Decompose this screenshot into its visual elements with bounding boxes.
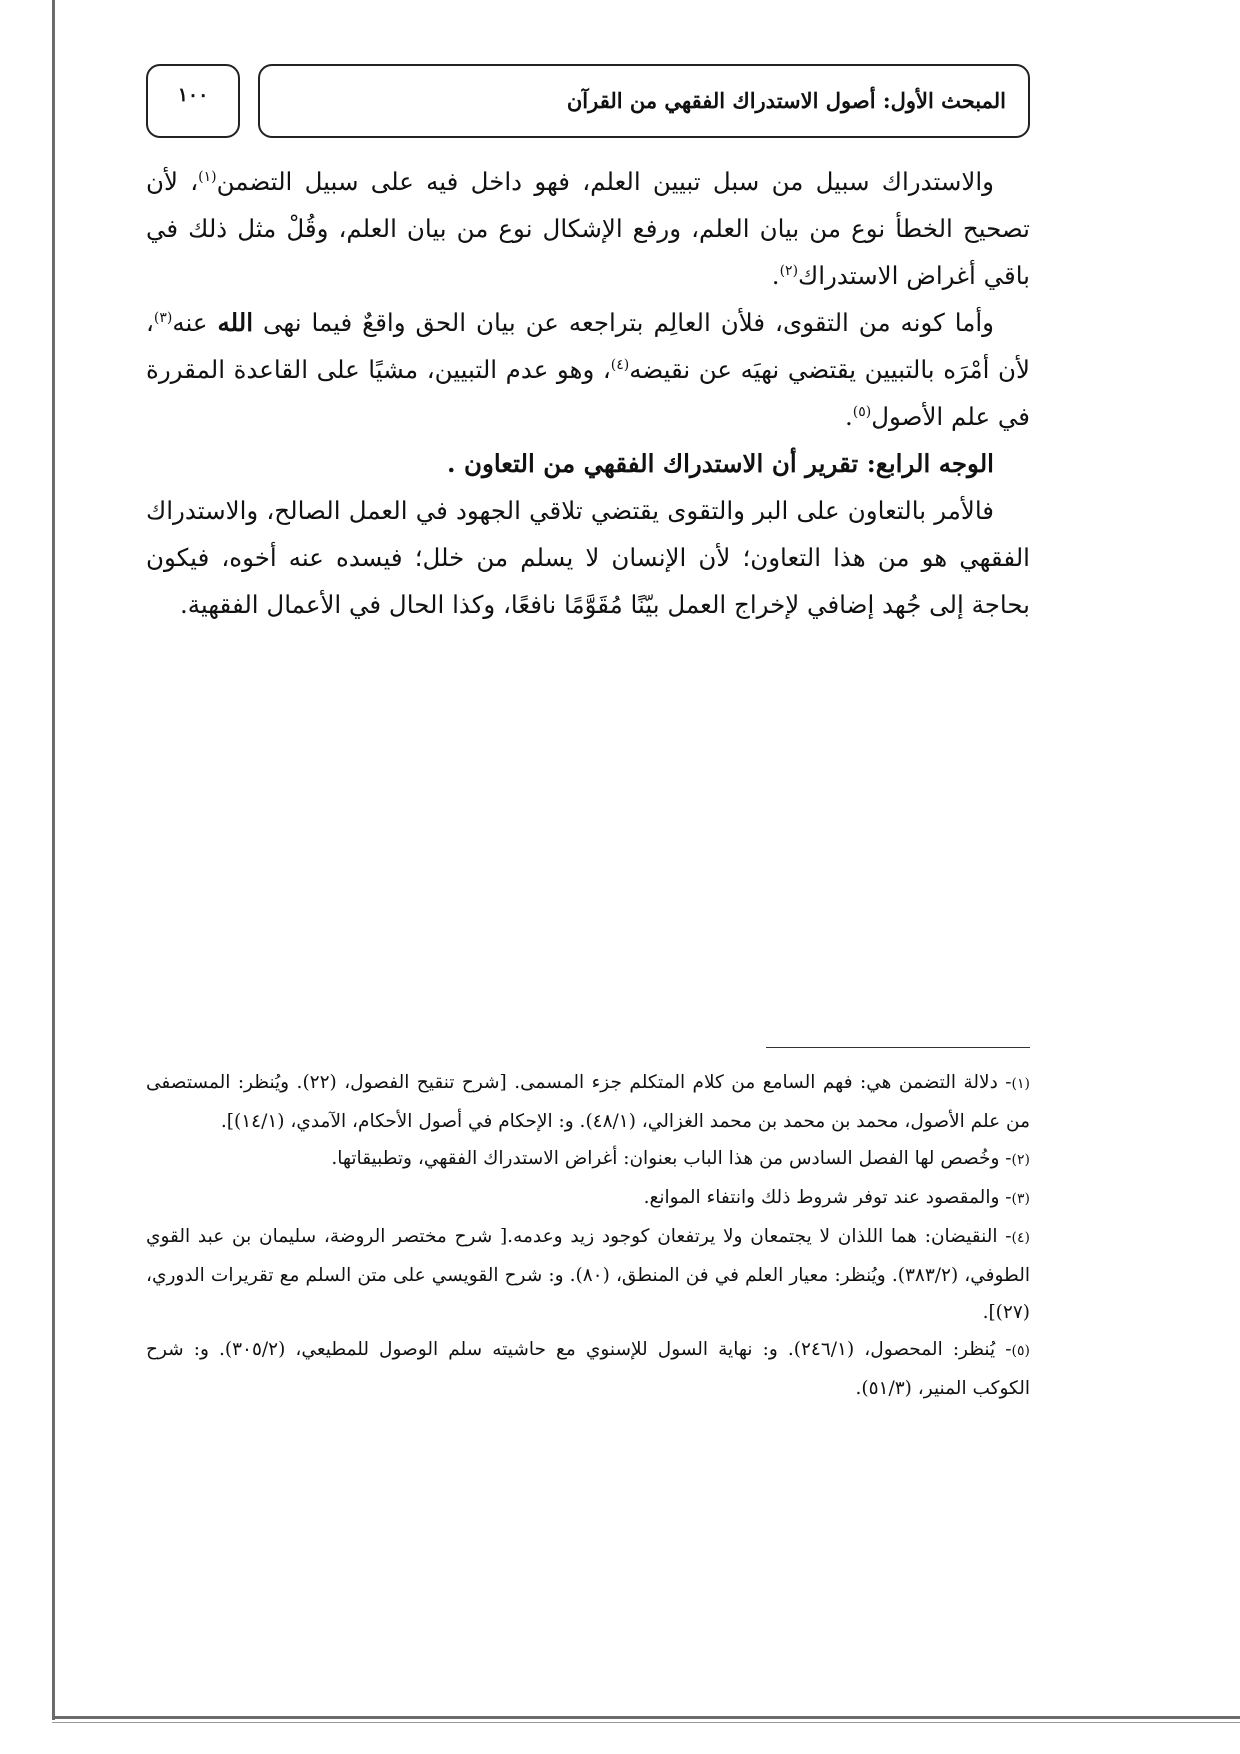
paragraph-3: فالأمر بالتعاون على البر والتقوى يقتضي تلاقي الجهود في العمل الصالح، والاستدراك الفقهي هو من هذا التعاون؛ لأن الإنسان لا يسلم من خلل؛ فيسده عنه أخوه، فيكون بحاجة إلى جُهد إضافي لإخراج العمل بيّنًا مُقَوَّمًا نافعًا، وكذا الحال في الأعمال الفقهية. [146,496,1030,619]
page-border-bottom-thin [52,1722,1240,1723]
main-text [146,158,1030,628]
footnote-ref-3[interactable]: (٣) [153,309,173,326]
footnote-number: (٤) [1011,1230,1030,1246]
footnote-1 [146,1064,1030,1140]
footnote-separator [766,1047,1030,1048]
footnote-ref-4[interactable]: (٤) [610,356,630,373]
divine-name: الله [217,308,254,337]
heading-text: : تقرير أن الاستدراك الفقهي من التعاون . [446,449,876,478]
text-run: ، لأن تصحيح الخطأ نوع من بيان العلم، ورفع الإشكال نوع من بيان العلم، وقُلْ مثل ذلك في باقي أغراض الاستدراك [146,167,1030,290]
section-heading [146,440,1030,487]
page-number: ١٠٠ [146,64,240,138]
footnote-ref-5[interactable]: (٥) [852,403,872,420]
footnote-4 [146,1218,1030,1331]
paragraph-1 [146,158,1030,299]
footnote-text: - وخُصص لها الفصل السادس من هذا الباب بعنوان: أغراض الاستدراك الفقهي، وتطبيقاتها. [331,1148,1012,1169]
text-run: ، وهو عدم التبيين، مشيًا على القاعدة المقررة في علم الأصول [146,355,1030,431]
page-header [146,64,1030,140]
footnote-number: (١) [1011,1076,1031,1092]
footnote-ref-2[interactable]: (٢) [779,262,799,279]
text-run: وأما كونه من التقوى، فلأن العالِم بتراجعه عن بيان الحق واقعٌ فيما نهى [253,308,994,337]
footnote-text: - النقيضان: هما اللذان لا يجتمعان ولا يرتفعان كوجود زيد وعدمه.[ شرح مختصر الروضة، سليمان بن عبد القوي الطوفي، (٣٨٣/٢). ويُنظر: معيار العلم في فن المنطق، (٨٠). و: شرح القويسي على متن السلم مع تقريرات الدوري، (٢٧)]. [146,1226,1031,1323]
footnote-text: - يُنظر: المحصول، (٢٤٦/١). و: نهاية السول للإسنوي مع حاشيته سلم الوصول للمطيعي، (٣٠٥/٢). و: شرح الكوكب المنير، (٥١/٣). [146,1339,1030,1399]
page-border-left [52,0,55,1720]
chapter-title: المبحث الأول: أصول الاستدراك الفقهي من القرآن [258,64,1030,138]
footnote-3 [146,1179,1030,1218]
footnote-text: - دلالة التضمن هي: فهم السامع من كلام المتكلم جزء المسمى. [شرح تنقيح الفصول، (٢٢). ويُنظر: المستصفى من علم الأصول، محمد بن محمد بن محمد الغزالي، (٤٨/١). و: الإحكام في أصول الأحكام، الآمدي، (١٤/١)]. [146,1072,1030,1132]
footnote-text: - والمقصود عند توفر شروط ذلك وانتفاء الموانع. [643,1187,1012,1208]
footnote-2 [146,1140,1030,1179]
text-run: . [771,261,780,290]
footnote-number: (٣) [1011,1191,1030,1207]
page-border-bottom [52,1716,1240,1719]
text-run: والاستدراك سبيل من سبل تبيين العلم، فهو داخل فيه على سبيل التضمن [216,167,994,196]
heading-label: الوجه الرابع [875,449,994,478]
footnote-number: (٢) [1011,1152,1030,1168]
footnote-5 [146,1331,1030,1407]
text-run: عنه [172,308,218,337]
footnotes [146,1064,1030,1407]
paragraph-2 [146,299,1030,440]
footnote-number: (٥) [1011,1343,1030,1359]
footnote-ref-1[interactable]: (١) [198,168,217,185]
text-run: . [844,402,853,431]
text-run: ، لأن أمْرَه بالتبيين يقتضي نهيَه عن نقيضه [146,308,1031,384]
